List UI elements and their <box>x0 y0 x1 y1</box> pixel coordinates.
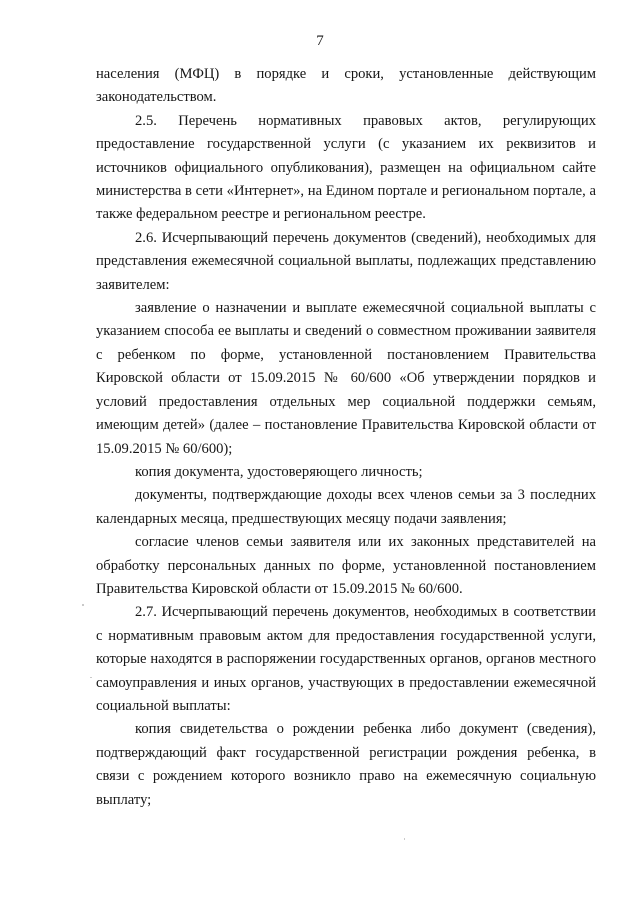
scan-speck <box>90 677 92 678</box>
page-number: 7 <box>316 33 324 49</box>
scan-speck <box>404 838 405 840</box>
scan-speck <box>82 604 84 606</box>
list-item-data-consent: согласие членов семьи заявителя или их законных представителей на обработку персональных данных по форме, установленной постановлением Правительства Кировской области от 15.09.2015 № 60/600. <box>96 534 596 597</box>
paragraph-2-7: 2.7. Исчерпывающий перечень документов, необходимых в соответствии с нормативным правовым актом для предоставления государственной услуги, которые находятся в распоряжении государственных органов, органов местного самоуправления и иных органов, участвующих в предоставлении ежемесячной социальной выплаты: <box>96 604 596 714</box>
paragraph-2-6: 2.6. Исчерпывающий перечень документов (сведений), необходимых для представления ежемесячной социальной выплаты, подлежащих представлению заявителем: <box>96 229 596 293</box>
paragraph-2-5: 2.5. Перечень нормативных правовых актов, регулирующих предоставление государственной услуги (с указанием их реквизитов и источников официального опубликования), размещен на официальном сайте министерства в сети «Интернет», на Едином портале и региональном портале, а также федеральном реестре и региональном реестре. <box>96 112 596 223</box>
paragraph-mfc-continuation: населения (МФЦ) в порядке и сроки, установленные действующим законодательством. <box>96 66 596 106</box>
list-item-identity-copy: копия документа, удостоверяющего личность; <box>135 463 423 480</box>
list-item-application: заявление о назначении и выплате ежемесячной социальной выплаты с указанием способа ее выплаты и сведений о совместном проживании заявителя с ребенком по форме, установленной постановлением Правительства Кировской области от 15.09.2015 № 60/600 «Об утверждении порядков и условий предоставления отдельных мер социальной поддержки семьям, имеющим детей» (далее – постановление Правительства Кировской области от 15.09.2015 № 60/600); <box>96 300 596 457</box>
list-item-income-documents: документы, подтверждающие доходы всех членов семьи за 3 последних календарных месяца, предшествующих месяцу подачи заявления; <box>96 487 596 527</box>
list-item-birth-certificate: копия свидетельства о рождении ребенка либо документ (сведения), подтверждающий факт государственной регистрации рождения ребенка, в связи с рождением которого возникло право на ежемесячную социальную выплату; <box>96 721 596 808</box>
document-body <box>96 63 596 812</box>
